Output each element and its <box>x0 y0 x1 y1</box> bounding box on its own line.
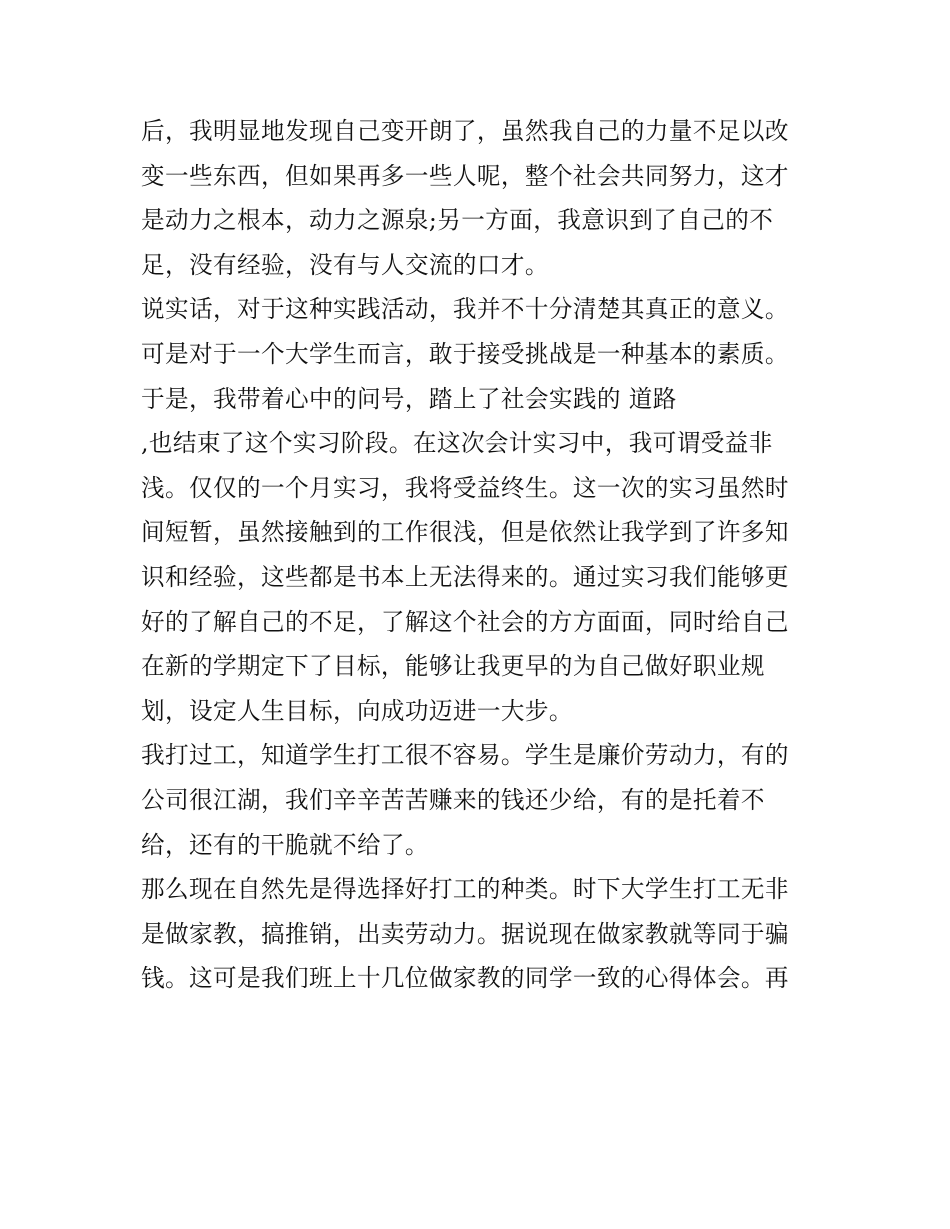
text-line: 在新的学期定下了目标，能够让我更早的为自己做好职业规 <box>141 652 765 681</box>
text-line: 后，我明显地发现自己变开朗了，虽然我自己的力量不足以改 <box>141 117 789 145</box>
text-line: 公司很江湖，我们辛辛苦苦赚来的钱还少给，有的是托着不 <box>141 785 765 814</box>
text-line: 足，没有经验，没有与人交流的口才。 <box>141 250 549 279</box>
text-line: 我打过工，知道学生打工很不容易。学生是廉价劳动力，有的 <box>141 741 789 770</box>
text-line: 浅。仅仅的一个月实习，我将受益终生。这一次的实习虽然时 <box>141 473 789 502</box>
body-text <box>141 109 821 1001</box>
text-line: 给，还有的干脆就不给了。 <box>141 830 429 859</box>
text-line: 间短暂，虽然接触到的工作很浅，但是依然让我学到了许多知 <box>141 518 789 547</box>
text-line: 是做家教，搞推销，出卖劳动力。据说现在做家教就等同于骗 <box>141 919 789 948</box>
text-line: 说实话，对于这种实践活动，我并不十分清楚其真正的意义。 <box>141 295 789 324</box>
text-line: 于是，我带着心中的问号，踏上了社会实践的 道路 <box>141 384 677 413</box>
text-line: 钱。这可是我们班上十几位做家教的同学一致的心得体会。再 <box>141 964 789 993</box>
text-line: 那么现在自然先是得选择好打工的种类。时下大学生打工无非 <box>141 875 789 904</box>
text-line: 识和经验，这些都是书本上无法得来的。通过实习我们能够更 <box>141 562 789 591</box>
text-line: 好的了解自己的不足，了解这个社会的方方面面，同时给自己 <box>141 607 789 636</box>
text-line: 变一些东西，但如果再多一些人呢，整个社会共同努力，这才 <box>141 161 789 190</box>
text-line: 划，设定人生目标，向成功迈进一大步。 <box>141 696 573 725</box>
text-line: 是动力之根本，动力之源泉;另一方面，我意识到了自己的不 <box>141 206 774 235</box>
text-line: ,也结束了这个实习阶段。在这次会计实习中，我可谓受益非 <box>141 429 773 458</box>
text-line: 可是对于一个大学生而言，敢于接受挑战是一种基本的素质。 <box>141 339 789 368</box>
